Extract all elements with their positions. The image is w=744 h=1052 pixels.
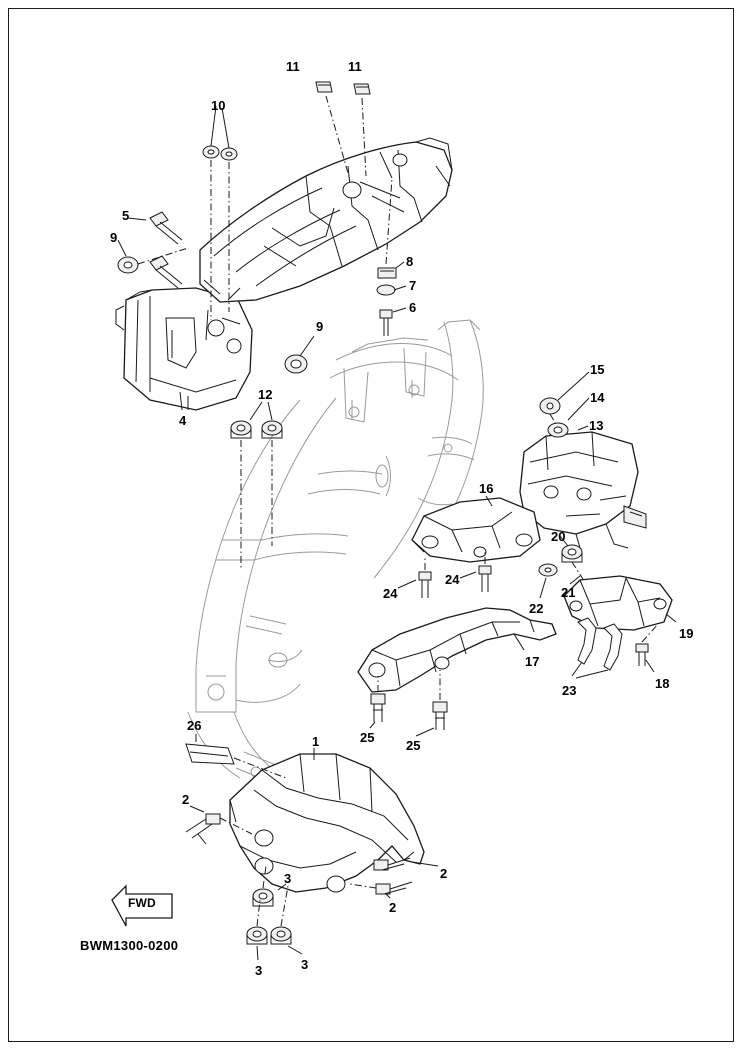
callout-24a: 24 (383, 586, 398, 601)
part-code-label: BWM1300-0200 (80, 938, 179, 953)
callout-13: 13 (589, 418, 604, 433)
callout-10: 10 (211, 98, 226, 113)
part-15-14-fasteners (540, 372, 589, 437)
callout-1: 1 (312, 734, 320, 749)
callout-20: 20 (551, 529, 566, 544)
callout-19: 19 (679, 626, 694, 641)
callout-2b: 2 (440, 866, 448, 881)
callout-18: 18 (655, 676, 670, 691)
callout-11a: 11 (286, 59, 300, 74)
part-17-mud-guard (358, 608, 556, 692)
callout-2c: 2 (389, 900, 397, 915)
callout-17: 17 (525, 654, 540, 669)
callout-16: 16 (479, 481, 494, 496)
part-16-bracket (412, 496, 540, 562)
callout-14: 14 (590, 390, 605, 405)
part-12-grommets (188, 396, 282, 570)
callout-9b: 9 (316, 319, 324, 334)
callout-26: 26 (187, 718, 202, 733)
callout-21: 21 (561, 585, 576, 600)
fwd-direction-label: FWD (128, 896, 156, 910)
callout-15: 15 (590, 362, 605, 377)
callout-2a: 2 (182, 792, 190, 807)
callout-22: 22 (529, 601, 544, 616)
callout-3c: 3 (301, 957, 309, 972)
callout-25a: 25 (360, 730, 375, 745)
callout-3a: 3 (284, 871, 292, 886)
callout-8: 8 (406, 254, 414, 269)
callout-12: 12 (258, 387, 273, 402)
callout-4: 4 (179, 413, 187, 428)
callout-23: 23 (562, 683, 577, 698)
callout-25b: 25 (406, 738, 421, 753)
callout-11b: 11 (348, 59, 362, 74)
callout-3b: 3 (255, 963, 263, 978)
callout-5: 5 (122, 208, 130, 223)
callout-24b: 24 (445, 572, 460, 587)
callout-9a: 9 (110, 230, 118, 245)
part-4-inner-fender (116, 288, 252, 410)
callout-7: 7 (409, 278, 417, 293)
callout-6: 6 (409, 300, 417, 315)
part-1-front-fender (230, 748, 424, 892)
part-13-tail-cover (520, 432, 646, 548)
